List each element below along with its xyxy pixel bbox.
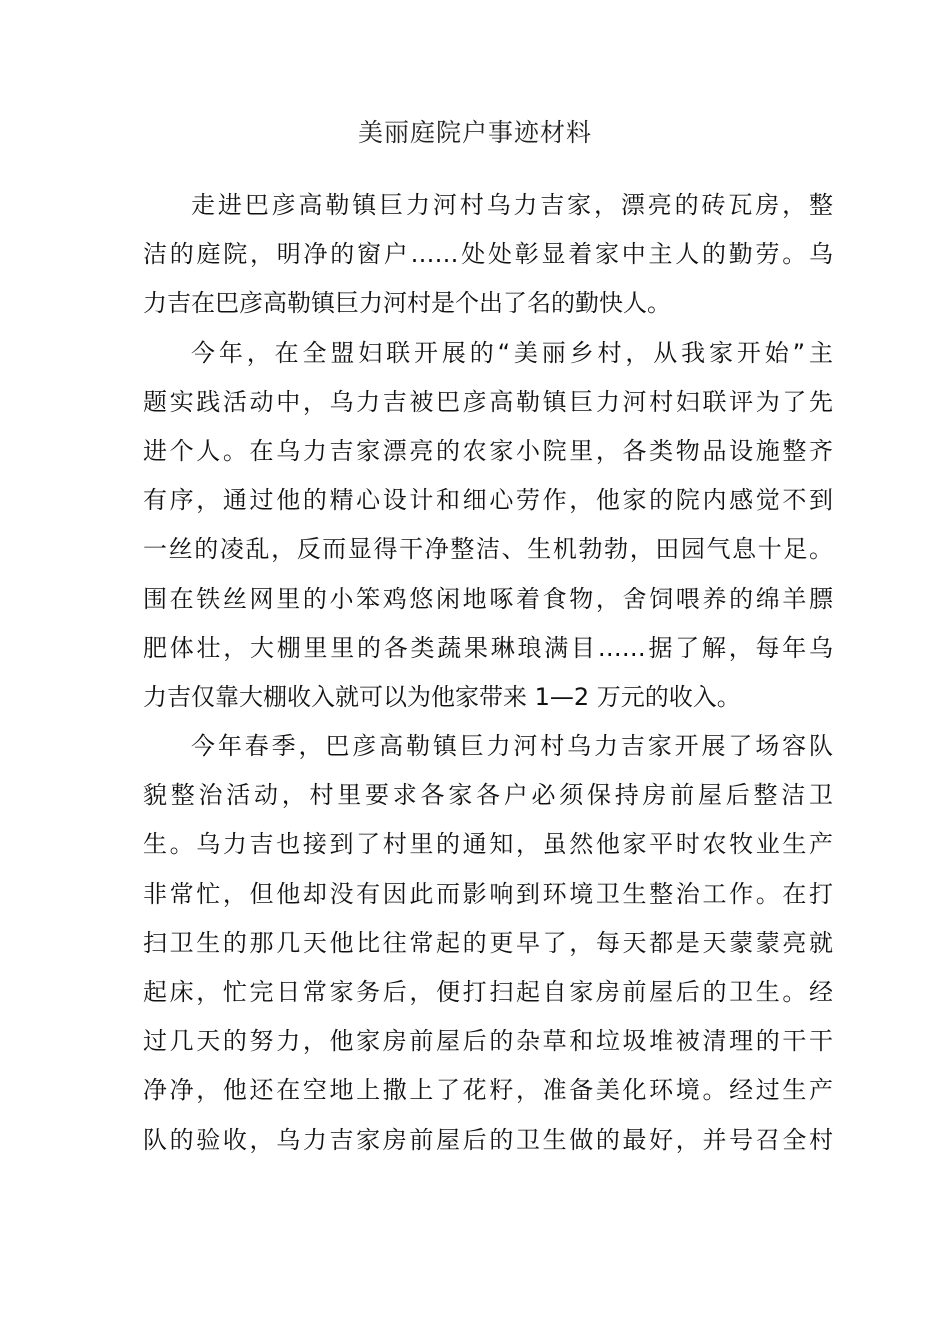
paragraph-line: 今年春季，巴彦高勒镇巨力河村乌力吉家开展了场容队 [191,732,833,761]
paragraph-line: 扫卫生的那几天他比往常起的更早了，每天都是天蒙蒙亮就 [143,928,833,957]
paragraph-line: 肥体壮，大棚里里的各类蔬果琳琅满目……据了解，每年乌 [143,633,833,662]
paragraph-line: 围在铁丝网里的小笨鸡悠闲地啄着食物，舍饲喂养的绵羊膘 [143,584,833,613]
paragraph-line: 走进巴彦高勒镇巨力河村乌力吉家，漂亮的砖瓦房，整 [191,191,833,219]
paragraph-line: 貌整治活动，村里要求各家各户必须保持房前屋后整洁卫 [143,781,833,810]
paragraph-line: 队的验收，乌力吉家房前屋后的卫生做的最好，并号召全村 [143,1125,833,1154]
document-title: 美丽庭院户事迹材料 [357,118,592,147]
paragraph-line: 题实践活动中，乌力吉被巴彦高勒镇巨力河村妇联评为了先 [143,387,833,416]
paragraph-line: 非常忙，但他却没有因此而影响到环境卫生整治工作。在打 [143,879,833,908]
document-body [143,181,833,1165]
paragraph-line: 进个人。在乌力吉家漂亮的农家小院里，各类物品设施整齐 [143,436,833,465]
paragraph-line: 今年，在全盟妇联开展的“美丽乡村，从我家开始”主 [191,338,833,367]
paragraph-line: 力吉仅靠大棚收入就可以为他家带来 1—2 万元的收入。 [143,682,741,711]
paragraph-line: 起床，忙完日常家务后，便打扫起自家房前屋后的卫生。经 [143,978,833,1006]
paragraph-line: 净净，他还在空地上撒上了花籽，准备美化环境。经过生产 [143,1076,833,1105]
paragraph-line: 一丝的凌乱，反而显得干净整洁、生机勃勃，田园气息十足。 [143,535,833,564]
paragraph-line: 洁的庭院，明净的窗户……处处彰显着家中主人的勤劳。乌 [143,240,833,269]
paragraph-line: 过几天的努力，他家房前屋后的杂草和垃圾堆被清理的干干 [143,1027,833,1056]
paragraph-line: 力吉在巴彦高勒镇巨力河村是个出了名的勤快人。 [143,289,671,318]
paragraph-line: 有序，通过他的精心设计和细心劳作，他家的院内感觉不到 [143,486,833,515]
paragraph-line: 生。乌力吉也接到了村里的通知，虽然他家平时农牧业生产 [143,830,833,859]
